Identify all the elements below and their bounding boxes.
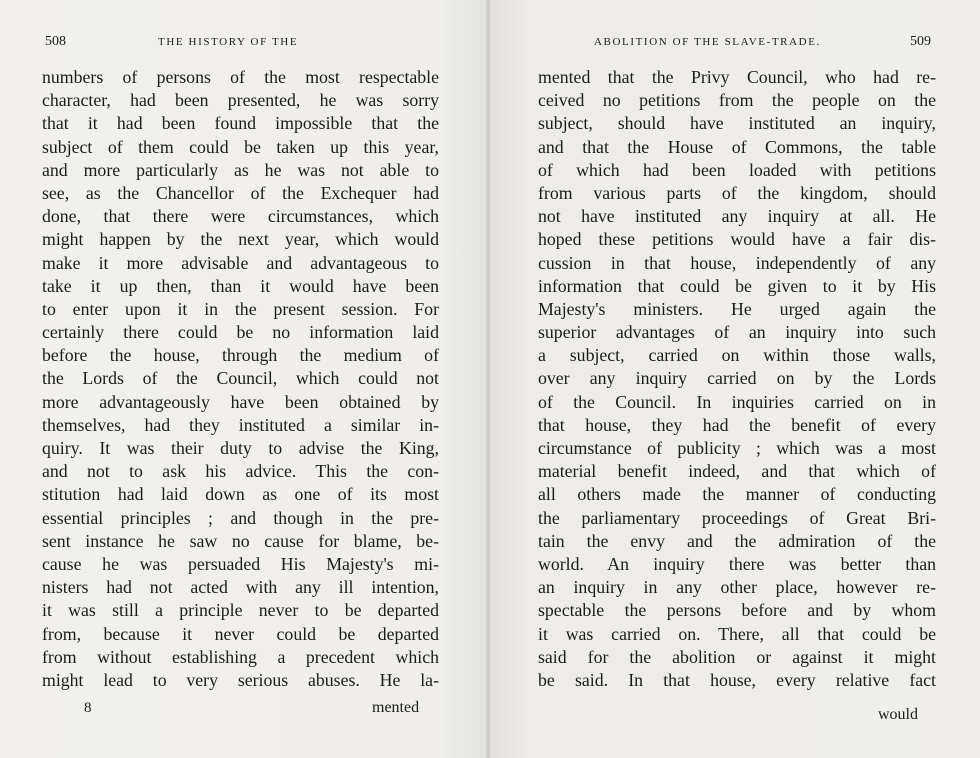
text-line: make it more advisable and advantageous to [42,252,439,273]
text-line: cussion in that house, independently of any [538,252,936,273]
text-line: that house, they had the benefit of every [538,414,936,435]
left-page-number: 508 [45,34,66,49]
text-line: subject of them could be taken up this year, [42,136,439,157]
text-line: and not to ask his advice. This the con- [42,461,439,482]
text-line: numbers of persons of the most respectable [42,67,439,87]
text-line: done, that there were circumstances, which [42,206,439,227]
text-line: a subject, carried on within those walls, [538,345,936,366]
text-line: an inquiry in any other place, however re- [538,577,936,598]
text-line: ceived no petitions from the people on the [538,90,936,111]
text-line: tain the envy and the admiration of the [538,530,936,551]
text-line: take it up then, than it would have been [42,275,439,296]
text-line: more advantageously have been obtained by [42,391,439,412]
text-line: subject, should have instituted an inquiry, [538,113,936,134]
text-line: cause he was persuaded His Majesty's mi- [42,553,439,574]
text-line: and more particularly as he was not able to [42,159,439,180]
right-catchword: would [878,706,918,723]
text-line: over any inquiry carried on by the Lords [538,368,936,389]
text-line: sent instance he saw no cause for blame, be- [42,530,439,551]
text-line: spectable the persons before and by whom [538,600,936,621]
text-line: circumstance of publicity ; which was a most [538,438,936,458]
text-line: superior advantages of an inquiry into such [538,322,936,343]
right-running-head: ABOLITION OF THE SLAVE-TRADE. [594,36,821,48]
text-line: certainly there could be no information laid [42,322,439,343]
text-line: be said. In that house, every relative fact [538,669,936,690]
text-line: not have instituted any inquiry at all. He [538,206,936,227]
text-line: might lead to very serious abuses. He la- [42,669,439,690]
left-running-head: THE HISTORY OF THE [158,36,299,48]
text-line: the parliamentary proceedings of Great Bri- [538,507,936,528]
right-text-block [538,66,936,692]
text-line: it was still a principle never to be departed [42,600,439,621]
text-line: might happen by the next year, which would [42,229,439,250]
text-line: information that could be given to it by His [538,275,936,296]
text-line: of which had been loaded with petitions [538,159,936,180]
text-line: themselves, had they instituted a similar in- [42,414,439,435]
text-line: Majesty's ministers. He urged again the [538,298,936,319]
text-line: from various parts of the kingdom, should [538,182,936,203]
text-line: see, as the Chancellor of the Exchequer had [42,182,439,203]
text-line: all others made the manner of conducting [538,484,936,505]
text-line: hoped these petitions would have a fair dis- [538,229,936,250]
text-line: the Lords of the Council, which could not [42,368,439,389]
text-line: quiry. It was their duty to advise the King, [42,438,439,458]
text-line: material benefit indeed, and that which of [538,461,936,482]
left-catchword: mented [372,699,420,716]
text-line: that it had been found impossible that the [42,113,439,134]
text-line: said for the abolition or against it might [538,646,936,667]
signature-mark: 8 [84,700,92,716]
text-line: before the house, through the medium of [42,345,439,366]
text-line: essential principles ; and though in the pre- [42,507,439,528]
text-line: of the Council. In inquiries carried on in [538,391,936,412]
text-line: stitution had laid down as one of its most [42,484,439,505]
text-line: nisters had not acted with any ill intention, [42,577,439,598]
text-line: world. An inquiry there was better than [538,553,936,574]
text-line: from, because it never could be departed [42,623,439,644]
text-line: to enter upon it in the present session. For [42,298,439,319]
right-page-number: 509 [910,34,931,49]
text-line: mented that the Privy Council, who had re- [538,67,936,87]
text-line: it was carried on. There, all that could be [538,623,936,644]
text-line: from without establishing a precedent which [42,646,439,667]
text-line: and that the House of Commons, the table [538,136,936,157]
text-line: character, had been presented, he was sorry [42,90,439,111]
right-page [490,0,980,758]
left-text-block [42,66,439,692]
